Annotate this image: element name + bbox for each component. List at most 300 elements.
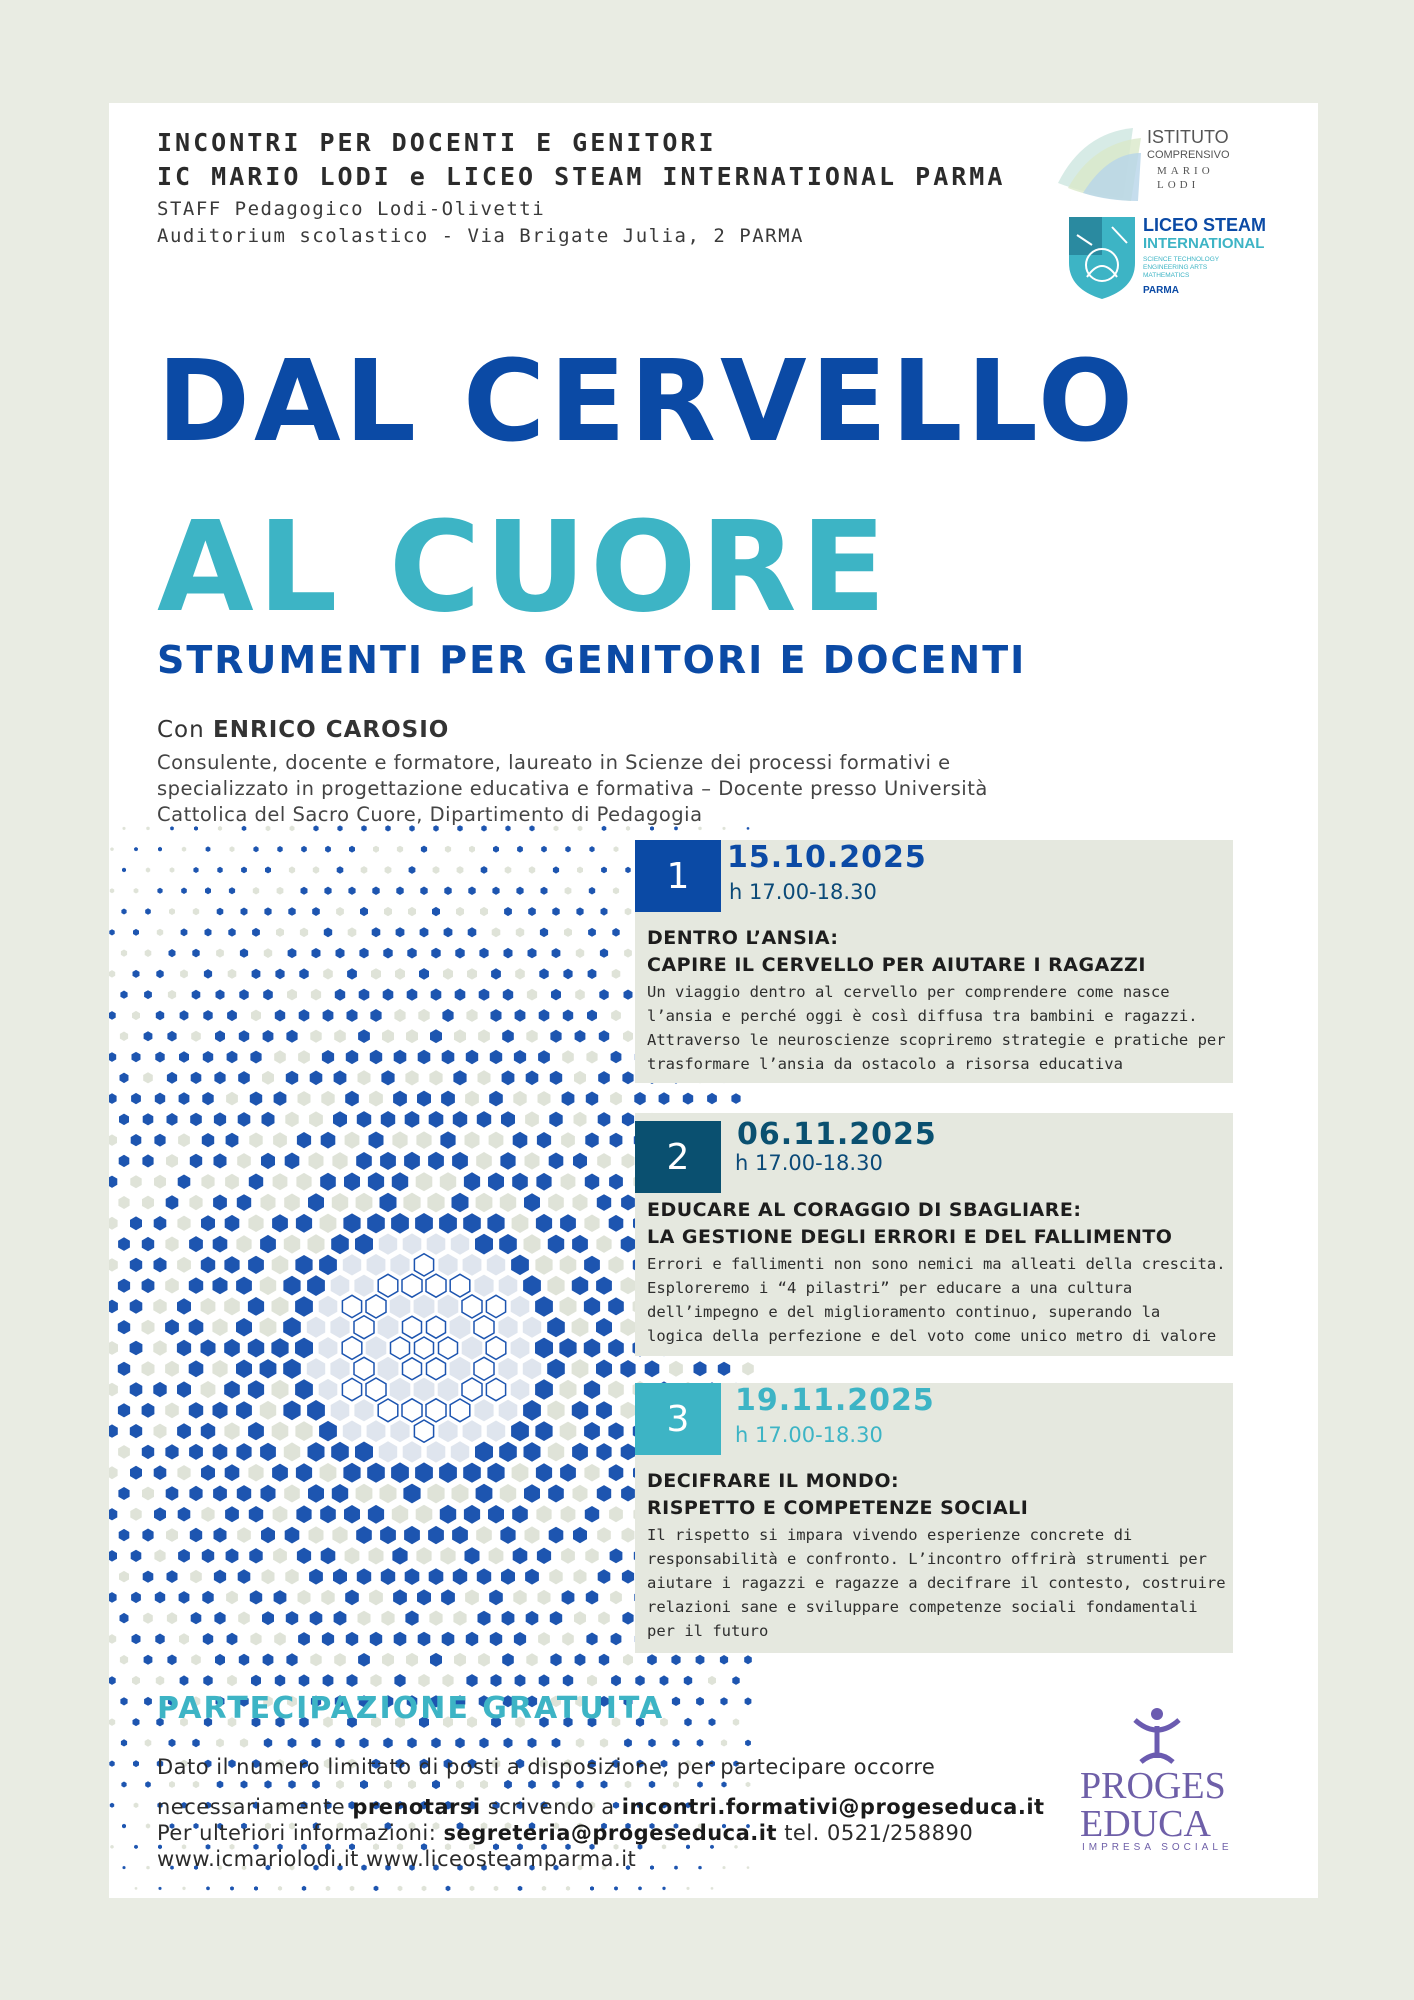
hex-dot — [478, 1653, 490, 1667]
hex-dot — [191, 1072, 202, 1084]
hex-dot — [383, 989, 394, 1001]
hex-dot — [123, 827, 126, 830]
hex-dot — [409, 866, 416, 874]
hex-dot — [168, 990, 176, 999]
hex-dot — [408, 1780, 416, 1789]
hex-dot — [142, 1529, 153, 1542]
hex-dot — [109, 1258, 118, 1271]
hex-dot — [142, 1320, 155, 1335]
hex-dot — [468, 887, 475, 896]
hex-dot — [488, 1173, 504, 1192]
hex-dot — [596, 1277, 612, 1295]
hex-dot — [283, 1359, 301, 1379]
hex-dot — [674, 1866, 678, 1870]
hex-dot — [455, 948, 464, 959]
hex-dot — [142, 1445, 154, 1459]
hex-dot — [454, 1653, 466, 1667]
hex-dot — [683, 1093, 693, 1105]
hex-dot — [523, 1358, 541, 1379]
hex-dot — [418, 1674, 429, 1687]
hex-dot — [342, 1378, 361, 1400]
hex-dot — [426, 1399, 446, 1422]
hex-dot — [648, 1739, 655, 1748]
hex-dot — [599, 1654, 609, 1666]
hex-dot — [490, 1050, 502, 1064]
hex-dot — [481, 866, 488, 874]
hex-dot — [165, 1278, 179, 1294]
hex-dot — [343, 1254, 361, 1275]
hex-dot — [238, 1071, 250, 1084]
hex-dot — [272, 1380, 289, 1400]
hex-dot — [165, 1361, 179, 1377]
hex-dot — [346, 1632, 358, 1646]
hex-dot — [166, 1154, 178, 1168]
hex-dot — [515, 968, 525, 979]
hex-dot — [444, 927, 453, 937]
hex-dot — [142, 1237, 154, 1251]
hex-dot — [453, 1568, 467, 1585]
hex-dot — [405, 1111, 420, 1128]
hex-dot — [132, 1634, 141, 1644]
speaker-bio-line-2: specializzato in progettazione educativa e formativa – Docente presso Università — [157, 777, 988, 800]
hex-dot — [248, 1297, 264, 1316]
hex-dot — [492, 887, 499, 895]
hex-dot — [190, 1570, 202, 1583]
hex-dot — [299, 1009, 310, 1021]
hex-dot — [298, 1590, 311, 1605]
hex-dot — [159, 1887, 162, 1890]
hex-dot — [252, 969, 261, 979]
hex-dot — [696, 1655, 705, 1665]
hex-dot — [120, 1655, 128, 1665]
hex-dot — [598, 1112, 611, 1127]
session-desc-3-line-1: Il rispetto si impara vivendo esperienze concrete di — [647, 1526, 1133, 1544]
hex-dot — [249, 1506, 263, 1523]
hex-dot — [201, 1507, 214, 1522]
hex-dot — [278, 1886, 282, 1891]
hex-dot — [272, 1255, 289, 1274]
hex-dot — [587, 1675, 597, 1687]
liceo-logo-line-4: ENGINEERING ARTS — [1143, 264, 1208, 271]
hex-dot — [529, 866, 535, 873]
hex-dot — [474, 1316, 494, 1339]
hex-dot — [284, 1485, 300, 1503]
hex-dot — [191, 1654, 201, 1665]
hex-dot — [203, 1633, 213, 1645]
hex-dot — [455, 1738, 464, 1749]
hex-dot — [535, 1255, 552, 1275]
hex-dot — [344, 1505, 360, 1524]
hex-dot — [439, 1462, 457, 1483]
hex-dot — [610, 1092, 622, 1106]
hex-dot — [145, 949, 152, 957]
hex-dot — [319, 1379, 338, 1400]
hex-dot — [621, 1444, 636, 1461]
hex-dot — [250, 1051, 261, 1064]
hex-dot — [130, 1216, 142, 1230]
hex-dot — [296, 1505, 311, 1523]
hex-dot — [253, 887, 259, 895]
hex-dot — [441, 1091, 455, 1107]
subtitle: STRUMENTI PER GENITORI E DOCENTI — [157, 638, 1027, 682]
hex-dot — [440, 1505, 456, 1524]
hex-dot — [442, 1050, 455, 1065]
hex-dot — [538, 1632, 550, 1646]
hex-dot — [597, 1153, 611, 1169]
hex-dot — [189, 1236, 203, 1252]
hex-dot — [499, 1234, 517, 1254]
proges-logo-line-3: IMPRESA SOCIALE — [1082, 1842, 1233, 1853]
hex-dot — [273, 1132, 287, 1148]
hex-dot — [167, 1655, 176, 1666]
hex-dot — [358, 1029, 370, 1043]
hex-dot — [154, 1465, 167, 1480]
hex-dot — [132, 1676, 140, 1685]
hex-dot — [419, 968, 429, 980]
hex-dot — [552, 1780, 559, 1789]
hex-dot — [504, 1738, 513, 1749]
hex-dot — [500, 1193, 516, 1212]
hex-dot — [109, 1093, 117, 1104]
session-desc-1-line-1: Un viaggio dentro al cervello per comprendere come nasce — [647, 983, 1170, 1001]
hex-dot — [414, 1254, 433, 1276]
hex-dot — [217, 1781, 224, 1789]
hex-dot — [450, 1399, 470, 1422]
hex-dot — [354, 1316, 374, 1339]
hex-dot — [321, 1091, 334, 1106]
hex-dot — [441, 1589, 455, 1605]
hex-dot — [611, 1675, 621, 1686]
hex-dot — [487, 1213, 504, 1233]
hex-dot — [474, 1357, 494, 1380]
hex-dot — [284, 1235, 300, 1254]
hex-dot — [380, 1193, 397, 1213]
hex-dot — [236, 1235, 251, 1253]
hex-dot — [420, 887, 427, 896]
hex-dot — [323, 1674, 334, 1687]
hex-dot — [191, 1612, 202, 1624]
hex-dot — [747, 1866, 750, 1869]
hex-dot — [367, 1213, 385, 1233]
hex-dot — [214, 1528, 227, 1543]
session-desc-2-line-4: logica della perfezione e del voto come unico metro di valore — [647, 1327, 1217, 1345]
hex-dot — [474, 1399, 493, 1421]
hex-dot — [465, 1547, 480, 1564]
hex-dot — [403, 1233, 422, 1254]
hex-dot — [373, 846, 379, 853]
hex-dot — [264, 1738, 272, 1748]
hex-dot — [297, 1548, 311, 1564]
hex-dot — [536, 1463, 552, 1482]
hex-dot — [319, 1337, 338, 1359]
hex-dot — [535, 1379, 553, 1400]
hex-dot — [110, 1845, 113, 1849]
hex-dot — [110, 1803, 114, 1808]
hex-dot — [538, 1050, 550, 1064]
hex-dot — [487, 1463, 504, 1483]
hex-dot — [467, 968, 477, 979]
hex-dot — [476, 1526, 492, 1544]
hex-dot — [248, 1422, 264, 1440]
hex-dot — [452, 1193, 469, 1213]
hex-dot — [295, 1421, 312, 1441]
hex-dot — [180, 969, 188, 978]
hex-dot — [264, 907, 271, 915]
hex-dot — [514, 1050, 526, 1064]
hex-dot — [673, 1739, 680, 1747]
hex-dot — [515, 1674, 526, 1687]
hex-dot — [512, 1505, 528, 1523]
session-number-3: 3 — [635, 1383, 721, 1455]
hex-dot — [286, 1071, 298, 1085]
hex-dot — [236, 1318, 252, 1337]
hex-dot — [550, 1071, 562, 1085]
hex-dot — [153, 1382, 166, 1397]
hex-dot — [560, 1255, 577, 1274]
hex-dot — [596, 1401, 612, 1419]
hex-dot — [394, 1050, 407, 1065]
hex-dot — [746, 1782, 751, 1788]
hex-dot — [336, 1780, 344, 1789]
hex-dot — [156, 1676, 164, 1686]
info-email-link[interactable]: segreteria@progeseduca.it — [443, 1821, 778, 1845]
hex-dot — [489, 1547, 504, 1564]
hex-dot — [296, 1214, 312, 1233]
hex-dot — [180, 1010, 189, 1020]
header-line-2: IC MARIO LODI e LICEO STEAM INTERNATIONAL PARMA — [157, 162, 1006, 191]
header-line-1: INCONTRI PER DOCENTI E GENITORI — [157, 128, 717, 157]
hex-dot — [321, 1132, 336, 1149]
hex-dot — [214, 1612, 225, 1625]
session-date-2: 06.11.2025 — [737, 1117, 937, 1152]
hex-dot — [466, 1009, 477, 1022]
hex-dot — [369, 1091, 383, 1107]
hex-dot — [563, 1675, 573, 1687]
hex-dot — [309, 1111, 323, 1127]
hex-dot — [237, 1153, 251, 1169]
hex-dot — [350, 1886, 355, 1891]
hex-dot — [119, 1571, 129, 1583]
hex-dot — [109, 1300, 118, 1314]
hex-dot — [383, 948, 392, 959]
hex-dot — [354, 1275, 373, 1297]
hex-dot — [156, 1011, 164, 1021]
hex-dot — [248, 1256, 264, 1274]
hex-dot — [169, 1739, 176, 1747]
hex-dot — [525, 1569, 539, 1585]
hex-dot — [451, 1441, 469, 1462]
hex-dot — [540, 928, 548, 938]
hex-dot — [145, 1781, 151, 1788]
speaker-bio — [157, 750, 1217, 828]
hex-dot — [597, 1527, 611, 1543]
hex-dot — [502, 1611, 515, 1626]
hex-dot — [295, 1379, 313, 1400]
hex-dot — [217, 908, 224, 916]
hex-dot — [307, 1275, 325, 1296]
hex-dot — [205, 928, 212, 936]
hex-dot — [177, 1216, 190, 1231]
hex-dot — [321, 1547, 336, 1564]
hex-dot — [381, 1111, 395, 1128]
hex-dot — [505, 866, 512, 874]
hex-dot — [438, 1420, 457, 1442]
hex-dot — [157, 929, 163, 936]
hex-dot — [189, 1402, 203, 1419]
hex-dot — [263, 989, 273, 1000]
session-desc-2-line-3: dell’impegno e del miglioramento continuo, superando la — [647, 1303, 1161, 1321]
hex-dot — [476, 1484, 493, 1503]
hex-dot — [601, 867, 607, 874]
hex-dot — [523, 1400, 541, 1421]
hex-dot — [457, 866, 464, 874]
hex-dot — [165, 1237, 178, 1252]
hex-dot — [262, 1569, 275, 1584]
hex-dot — [319, 1421, 337, 1442]
hex-dot — [309, 1152, 324, 1169]
hex-dot — [287, 989, 297, 1001]
hex-dot — [625, 867, 630, 873]
hex-dot — [307, 1358, 325, 1379]
hex-dot — [480, 1780, 488, 1789]
hex-dot — [236, 1360, 252, 1379]
hex-dot — [573, 1153, 587, 1169]
hex-dot — [347, 1674, 358, 1687]
hex-dot — [213, 1236, 228, 1253]
hex-dot — [370, 1050, 382, 1064]
hex-dot — [177, 1257, 191, 1273]
hex-dot — [380, 1526, 396, 1544]
hex-dot — [155, 1052, 164, 1063]
hex-dot — [405, 1611, 418, 1626]
hex-dot — [418, 1009, 429, 1022]
hex-dot — [260, 1276, 276, 1295]
hex-dot — [118, 1279, 130, 1293]
hex-dot — [614, 846, 619, 852]
hex-dot — [319, 1296, 338, 1317]
hex-dot — [248, 1339, 264, 1358]
hex-dot — [381, 1611, 394, 1626]
hex-dot — [285, 1527, 300, 1544]
hex-dot — [167, 1072, 177, 1084]
hex-dot — [324, 887, 331, 895]
hex-dot — [248, 1380, 264, 1399]
hex-dot — [478, 1611, 491, 1626]
hex-dot — [366, 1336, 387, 1360]
hex-dot — [491, 1674, 502, 1687]
hex-dot — [623, 1654, 633, 1666]
hex-dot — [144, 1655, 153, 1665]
session-title-3 — [647, 1468, 1028, 1522]
hex-dot — [402, 1274, 422, 1297]
hex-dot — [319, 1255, 337, 1276]
hex-dot — [295, 1338, 313, 1359]
hex-dot — [463, 1420, 482, 1442]
footer-line-2-text-2: scrivendo a — [480, 1795, 622, 1819]
hex-dot — [367, 1463, 385, 1483]
hex-dot — [203, 1010, 212, 1021]
hex-dot — [414, 1420, 433, 1442]
hex-dot — [215, 1654, 225, 1666]
hex-dot — [272, 1464, 288, 1482]
hex-dot — [586, 1092, 598, 1106]
hex-dot — [403, 1358, 422, 1380]
hex-dot — [320, 1214, 337, 1233]
hex-dot — [166, 1486, 179, 1501]
footer-websites[interactable]: www.icmariolodi.it www.liceosteamparma.it — [157, 1847, 637, 1871]
hex-dot — [260, 1359, 277, 1378]
hex-dot — [535, 1421, 552, 1441]
hex-dot — [525, 1526, 540, 1543]
hex-dot — [237, 1485, 251, 1502]
session-desc-3 — [647, 1523, 1227, 1643]
hex-dot — [366, 1378, 386, 1401]
hex-dot — [320, 1463, 337, 1482]
hex-dot — [226, 1548, 239, 1563]
hex-dot — [300, 928, 308, 938]
hex-dot — [213, 1277, 228, 1294]
hex-dot — [464, 1172, 480, 1191]
hex-dot — [118, 1196, 129, 1209]
hex-dot — [330, 1316, 349, 1338]
hex-dot — [559, 1338, 576, 1358]
hex-dot — [372, 927, 381, 937]
hex-dot — [289, 866, 295, 873]
hex-dot — [227, 1051, 238, 1064]
hex-dot — [381, 1070, 394, 1085]
hex-dot — [201, 1174, 214, 1189]
hex-dot — [224, 1297, 240, 1315]
hex-dot — [154, 1424, 167, 1439]
hex-dot — [301, 846, 307, 853]
hex-dot — [275, 1675, 285, 1687]
hex-dot — [511, 1296, 530, 1317]
hex-dot — [625, 1781, 632, 1789]
hex-dot — [241, 908, 248, 916]
hex-dot — [542, 1886, 546, 1891]
hex-dot — [491, 1009, 502, 1022]
hex-dot — [487, 1254, 505, 1275]
hex-dot — [295, 1296, 313, 1317]
session-title-1-line-1: DENTRO L’ANSIA: — [647, 927, 839, 949]
hex-dot — [225, 1464, 240, 1481]
hex-dot — [205, 887, 211, 894]
hex-dot — [515, 1009, 526, 1022]
hex-dot — [404, 1152, 420, 1170]
booking-email-link[interactable]: incontri.formativi@progeseduca.it — [621, 1795, 1045, 1819]
hex-dot — [573, 1527, 587, 1543]
hex-dot — [527, 989, 537, 1001]
hex-dot — [516, 887, 523, 895]
hex-dot — [177, 1423, 191, 1439]
hex-dot — [331, 1400, 350, 1422]
hex-dot — [133, 929, 139, 936]
hex-dot — [336, 907, 344, 916]
hex-dot — [131, 1550, 142, 1562]
hex-dot — [463, 1254, 482, 1276]
hex-dot — [585, 1133, 598, 1148]
hex-dot — [718, 1362, 730, 1376]
hex-dot — [378, 1399, 398, 1422]
hex-dot — [405, 1568, 420, 1585]
hex-dot — [325, 846, 331, 853]
hex-dot — [742, 1362, 754, 1375]
hex-dot — [109, 1011, 116, 1020]
hex-dot — [254, 1886, 258, 1891]
hex-dot — [501, 1569, 515, 1585]
hex-dot — [614, 1886, 618, 1890]
hex-dot — [562, 1091, 575, 1106]
